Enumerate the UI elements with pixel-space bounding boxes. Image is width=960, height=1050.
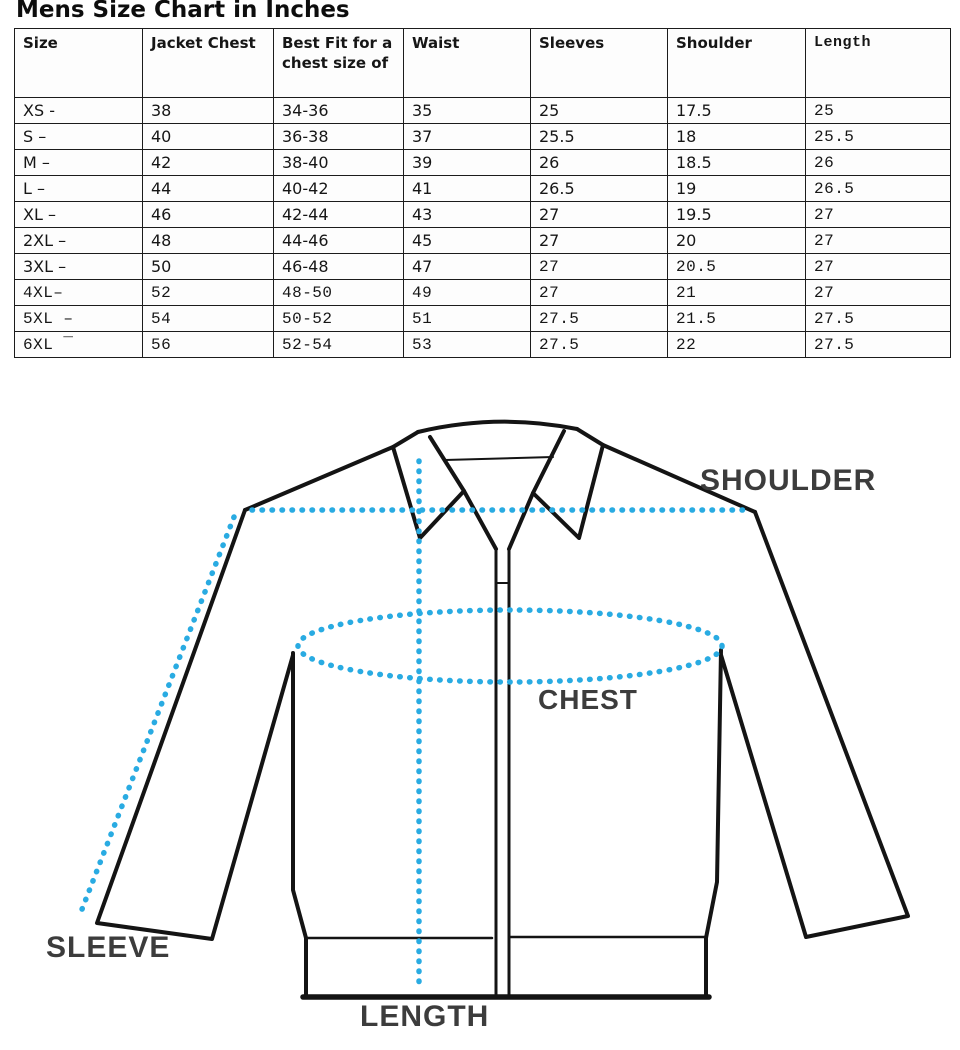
size-cell: S – (15, 124, 143, 150)
value-cell: 26 (531, 150, 668, 176)
sleeve-label: SLEEVE (46, 931, 171, 964)
value-cell: 42 (143, 150, 274, 176)
value-cell: 49 (404, 280, 531, 306)
value-cell: 46 (143, 202, 274, 228)
value-cell: 27 (806, 280, 951, 306)
value-cell: 52 (143, 280, 274, 306)
chest-label: CHEST (538, 684, 638, 715)
size-cell: 2XL – (15, 228, 143, 254)
value-cell: 27.5 (806, 332, 951, 358)
value-cell: 42-44 (274, 202, 404, 228)
value-cell: 20.5 (668, 254, 806, 280)
collar-top (418, 422, 577, 432)
value-cell: 20 (668, 228, 806, 254)
value-cell: 27 (531, 228, 668, 254)
value-cell: 19.5 (668, 202, 806, 228)
shoulder-seams (245, 445, 755, 512)
value-cell: 21.5 (668, 306, 806, 332)
column-header: Shoulder (668, 29, 806, 98)
column-header: Sleeves (531, 29, 668, 98)
value-cell: 27 (806, 202, 951, 228)
value-cell: 27 (806, 254, 951, 280)
value-cell: 26.5 (531, 176, 668, 202)
size-cell: 3XL – (15, 254, 143, 280)
value-cell: 50 (143, 254, 274, 280)
v-neck (464, 491, 533, 549)
value-cell: 27.5 (806, 306, 951, 332)
value-cell: 54 (143, 306, 274, 332)
size-cell: XL – (15, 202, 143, 228)
value-cell: 38 (143, 98, 274, 124)
collar-right-flap (533, 429, 603, 538)
waistband-top (306, 937, 706, 938)
value-cell: 37 (404, 124, 531, 150)
value-cell: 41 (404, 176, 531, 202)
value-cell: 22 (668, 332, 806, 358)
page-title: Mens Size Chart in Inches (16, 0, 350, 23)
value-cell: 45 (404, 228, 531, 254)
value-cell: 25.5 (531, 124, 668, 150)
value-cell: 26 (806, 150, 951, 176)
value-cell: 27 (531, 202, 668, 228)
value-cell: 44-46 (274, 228, 404, 254)
collar-left-flap (393, 432, 464, 538)
value-cell: 40 (143, 124, 274, 150)
size-cell: 5XL – (15, 306, 143, 332)
value-cell: 27 (806, 228, 951, 254)
value-cell: 27 (531, 254, 668, 280)
size-cell: L – (15, 176, 143, 202)
value-cell: 38-40 (274, 150, 404, 176)
value-cell: 17.5 (668, 98, 806, 124)
sleeve-measure-line (79, 517, 234, 917)
measurement-lines (79, 461, 750, 989)
value-cell: 35 (404, 98, 531, 124)
value-cell: 18.5 (668, 150, 806, 176)
size-cell: 4XL– (15, 280, 143, 306)
column-header: Waist (404, 29, 531, 98)
value-cell: 39 (404, 150, 531, 176)
value-cell: 25 (806, 98, 951, 124)
value-cell: 43 (404, 202, 531, 228)
value-cell: 26.5 (806, 176, 951, 202)
value-cell: 51 (404, 306, 531, 332)
value-cell: 27 (531, 280, 668, 306)
value-cell: 48 (143, 228, 274, 254)
length-label: LENGTH (360, 1000, 490, 1033)
size-cell: XS - (15, 98, 143, 124)
column-header: Jacket Chest (143, 29, 274, 98)
collar-fold-line (445, 457, 553, 460)
value-cell: 19 (668, 176, 806, 202)
value-cell: 46-48 (274, 254, 404, 280)
column-header: Best Fit for a chest size of (274, 29, 404, 98)
value-cell: 36-38 (274, 124, 404, 150)
value-cell: 47 (404, 254, 531, 280)
value-cell: 48-50 (274, 280, 404, 306)
value-cell: 34-36 (274, 98, 404, 124)
size-cell: 6XL ¯ (15, 332, 143, 358)
value-cell: 21 (668, 280, 806, 306)
waistband-sides (306, 937, 706, 996)
value-cell: 27.5 (531, 306, 668, 332)
shoulder-label: SHOULDER (700, 464, 877, 497)
size-cell: M – (15, 150, 143, 176)
value-cell: 27.5 (531, 332, 668, 358)
value-cell: 50-52 (274, 306, 404, 332)
right-sleeve (721, 512, 908, 937)
value-cell: 25 (531, 98, 668, 124)
value-cell: 18 (668, 124, 806, 150)
value-cell: 25.5 (806, 124, 951, 150)
value-cell: 56 (143, 332, 274, 358)
value-cell: 52-54 (274, 332, 404, 358)
zipper (496, 549, 509, 996)
column-header: Size (15, 29, 143, 98)
value-cell: 53 (404, 332, 531, 358)
column-header: Length (806, 29, 951, 98)
value-cell: 44 (143, 176, 274, 202)
body-sides (293, 650, 721, 938)
left-sleeve (97, 510, 293, 939)
value-cell: 40-42 (274, 176, 404, 202)
